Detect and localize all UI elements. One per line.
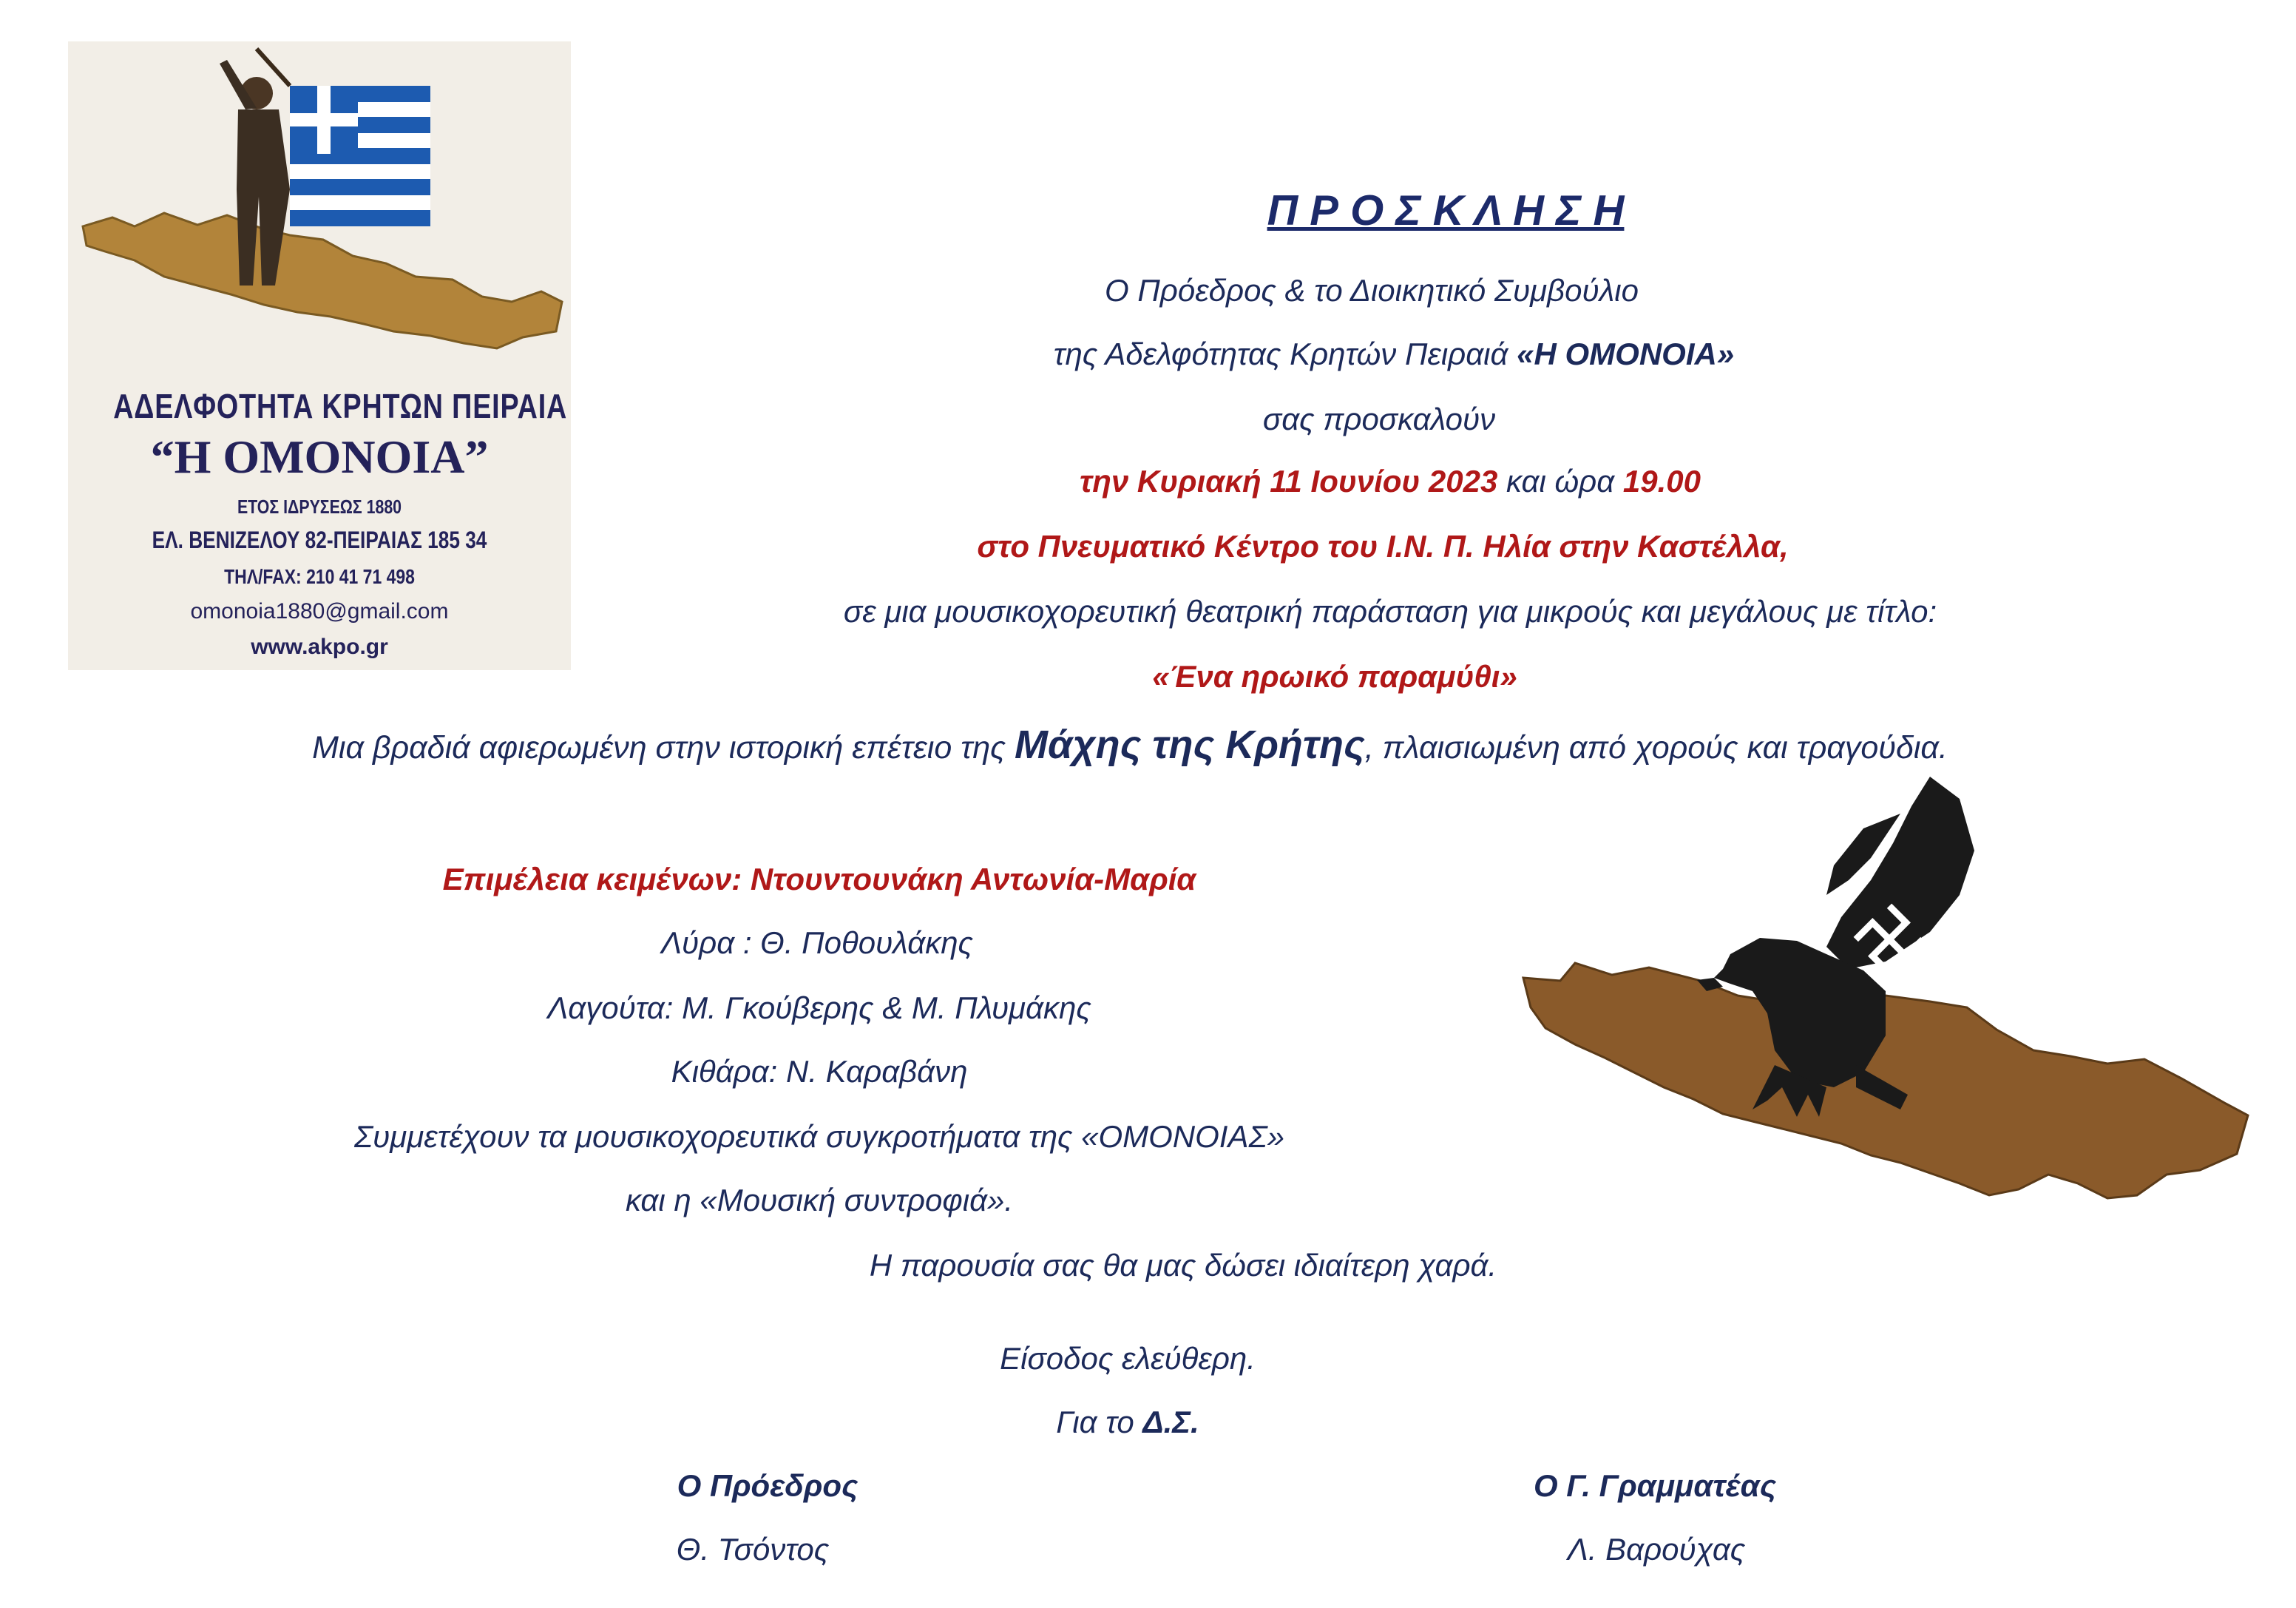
credit-groups: Συμμετέχουν τα μουσικοχορευτικά συγκροτήματα της «ΟΜΟΝΟΙΑΣ» — [353, 1119, 1285, 1154]
event-venue: στο Πνευματικό Κέντρο του Ι.Ν. Π. Ηλία στην Καστέλλα, — [977, 529, 1789, 564]
invitation-line-3: σας προσκαλούν — [1262, 402, 1496, 436]
logo-email: omonoia1880@gmail.com — [190, 599, 449, 624]
association-text: της Αδελφότητας Κρητών Πειραιά — [1053, 337, 1517, 371]
event-title: «Ένα ηρωικό παραμύθι» — [1152, 659, 1517, 694]
event-dedication — [312, 725, 1948, 765]
logo-phone: ΤΗΛ/FAX: 210 41 71 498 — [224, 565, 415, 588]
president-title: Ο Πρόεδρος — [677, 1468, 859, 1503]
closing-presence: Η παρουσία σας θα μας δώσει ιδιαίτερη χαρά. — [869, 1248, 1497, 1283]
logo-address: ΕΛ. ΒΕΝΙΖΕΛΟΥ 82-ΠΕΙΡΑΙΑΣ 185 34 — [152, 527, 487, 553]
eagle-over-crete-icon — [1516, 769, 2255, 1228]
credit-laouto: Λαγούτα: Μ. Γκούβερης & Μ. Πλυμάκης — [547, 990, 1091, 1025]
credit-lyra: Λύρα : Θ. Ποθουλάκης — [661, 925, 973, 960]
logo-title: “Η ΟΜΟΝΟΙΑ” — [150, 430, 489, 483]
credit-kithara: Κιθάρα: Ν. Καραβάνη — [671, 1054, 968, 1089]
closing-for-board — [1056, 1407, 1199, 1438]
closing-entry: Είσοδος ελεύθερη. — [1000, 1341, 1256, 1376]
crete-map-flag-logo-icon — [68, 41, 571, 382]
logo-name-line: ΑΔΕΛΦΟΤΗΤΑ ΚΡΗΤΩΝ ΠΕΙΡΑΙΑ — [113, 387, 568, 425]
association-logo — [68, 41, 571, 670]
for-board-text: Για το — [1056, 1405, 1143, 1439]
event-description: σε μια μουσικοχορευτική θεατρική παράσταση για μικρούς και μεγάλους με τίτλο: — [843, 594, 1937, 629]
event-time: 19.00 — [1622, 464, 1701, 499]
dedication-text-end: , πλαισιωμένη από χορούς και τραγούδια. — [1364, 730, 1948, 766]
logo-founded: ΕΤΟΣ ΙΔΡΥΣΕΩΣ 1880 — [237, 496, 402, 518]
invitation-date-line — [1080, 466, 1701, 497]
association-name: «Η ΟΜΟΝΟΙΑ» — [1517, 337, 1735, 371]
invitation-line-1: Ο Πρόεδρος & το Διοικητικό Συμβούλιο — [1105, 273, 1639, 308]
secretary-name: Λ. Βαρούχας — [1567, 1532, 1746, 1567]
invitation-line-2 — [1054, 339, 1734, 370]
secretary-title: Ο Γ. Γραμματέας — [1533, 1468, 1777, 1503]
president-name: Θ. Τσόντος — [676, 1532, 830, 1567]
event-date: την Κυριακή 11 Ιουνίου 2023 — [1080, 464, 1498, 499]
dedication-text: Μια βραδιά αφιερωμένη στην ιστορική επέτειο της — [312, 730, 1015, 766]
logo-website: www.akpo.gr — [251, 635, 388, 659]
board-abbrev: Δ.Σ. — [1142, 1405, 1199, 1439]
battle-of-crete: Μάχης της Κρήτης — [1015, 723, 1365, 767]
invitation-title: Π Ρ Ο Σ Κ Λ Η Σ Η — [1267, 186, 1625, 234]
credit-company: και η «Μουσική συντροφιά». — [625, 1183, 1014, 1217]
credit-texts: Επιμέλεια κειμένων: Ντουντουνάκη Αντωνία-Μαρία — [442, 862, 1196, 896]
event-time-label: και ώρα — [1497, 464, 1623, 499]
